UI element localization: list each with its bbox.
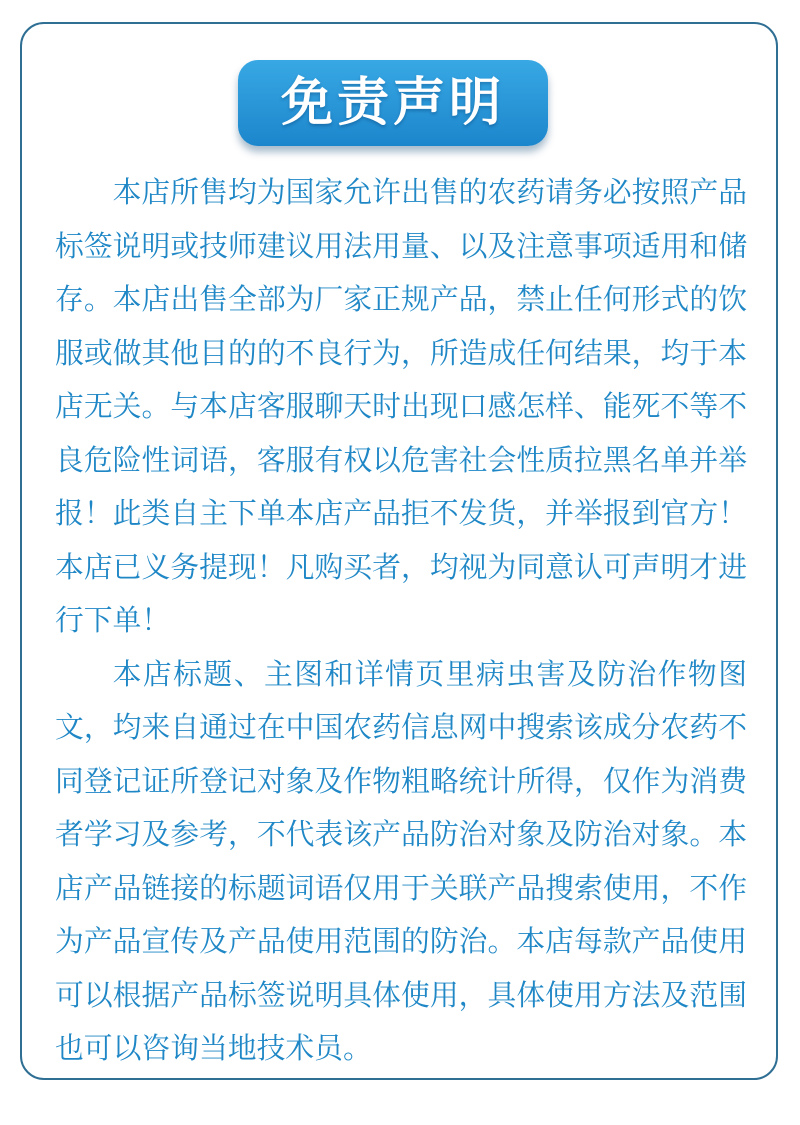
disclaimer-paragraph: 本店标题、主图和详情页里病虫害及防治作物图文，均来自通过在中国农药信息网中搜索该成分农药不同登记证所登记对象及作物粗略统计所得，仅作为消费者学习及参考，不代表该产品防治对象及防治对象。本店产品链接的标题词语仅用于关联产品搜索使用，不作为产品宣传及产品使用范围的防治。本店每款产品使用可以根据产品标签说明具体使用，具体使用方法及范围也可以咨询当地技术员。 xyxy=(55,656,747,1065)
title-badge xyxy=(238,60,548,146)
disclaimer-paragraph: 本店所售均为国家允许出售的农药请务必按照产品标签说明或技师建议用法用量、以及注意事项适用和储存。本店出售全部为厂家正规产品，禁止任何形式的饮服或做其他目的的不良行为，所造成任何结果，均于本店无关。与本店客服聊天时出现口感怎样、能死不等不良危险性词语，客服有权以危害社会性质拉黑名单并举报！此类自主下单本店产品拒不发货，并举报到官方！本店已义务提现！凡购买者，均视为同意认可声明才进行下单！ xyxy=(55,175,747,637)
page-title: 免责声明 xyxy=(280,73,505,133)
disclaimer-content xyxy=(55,166,747,1076)
